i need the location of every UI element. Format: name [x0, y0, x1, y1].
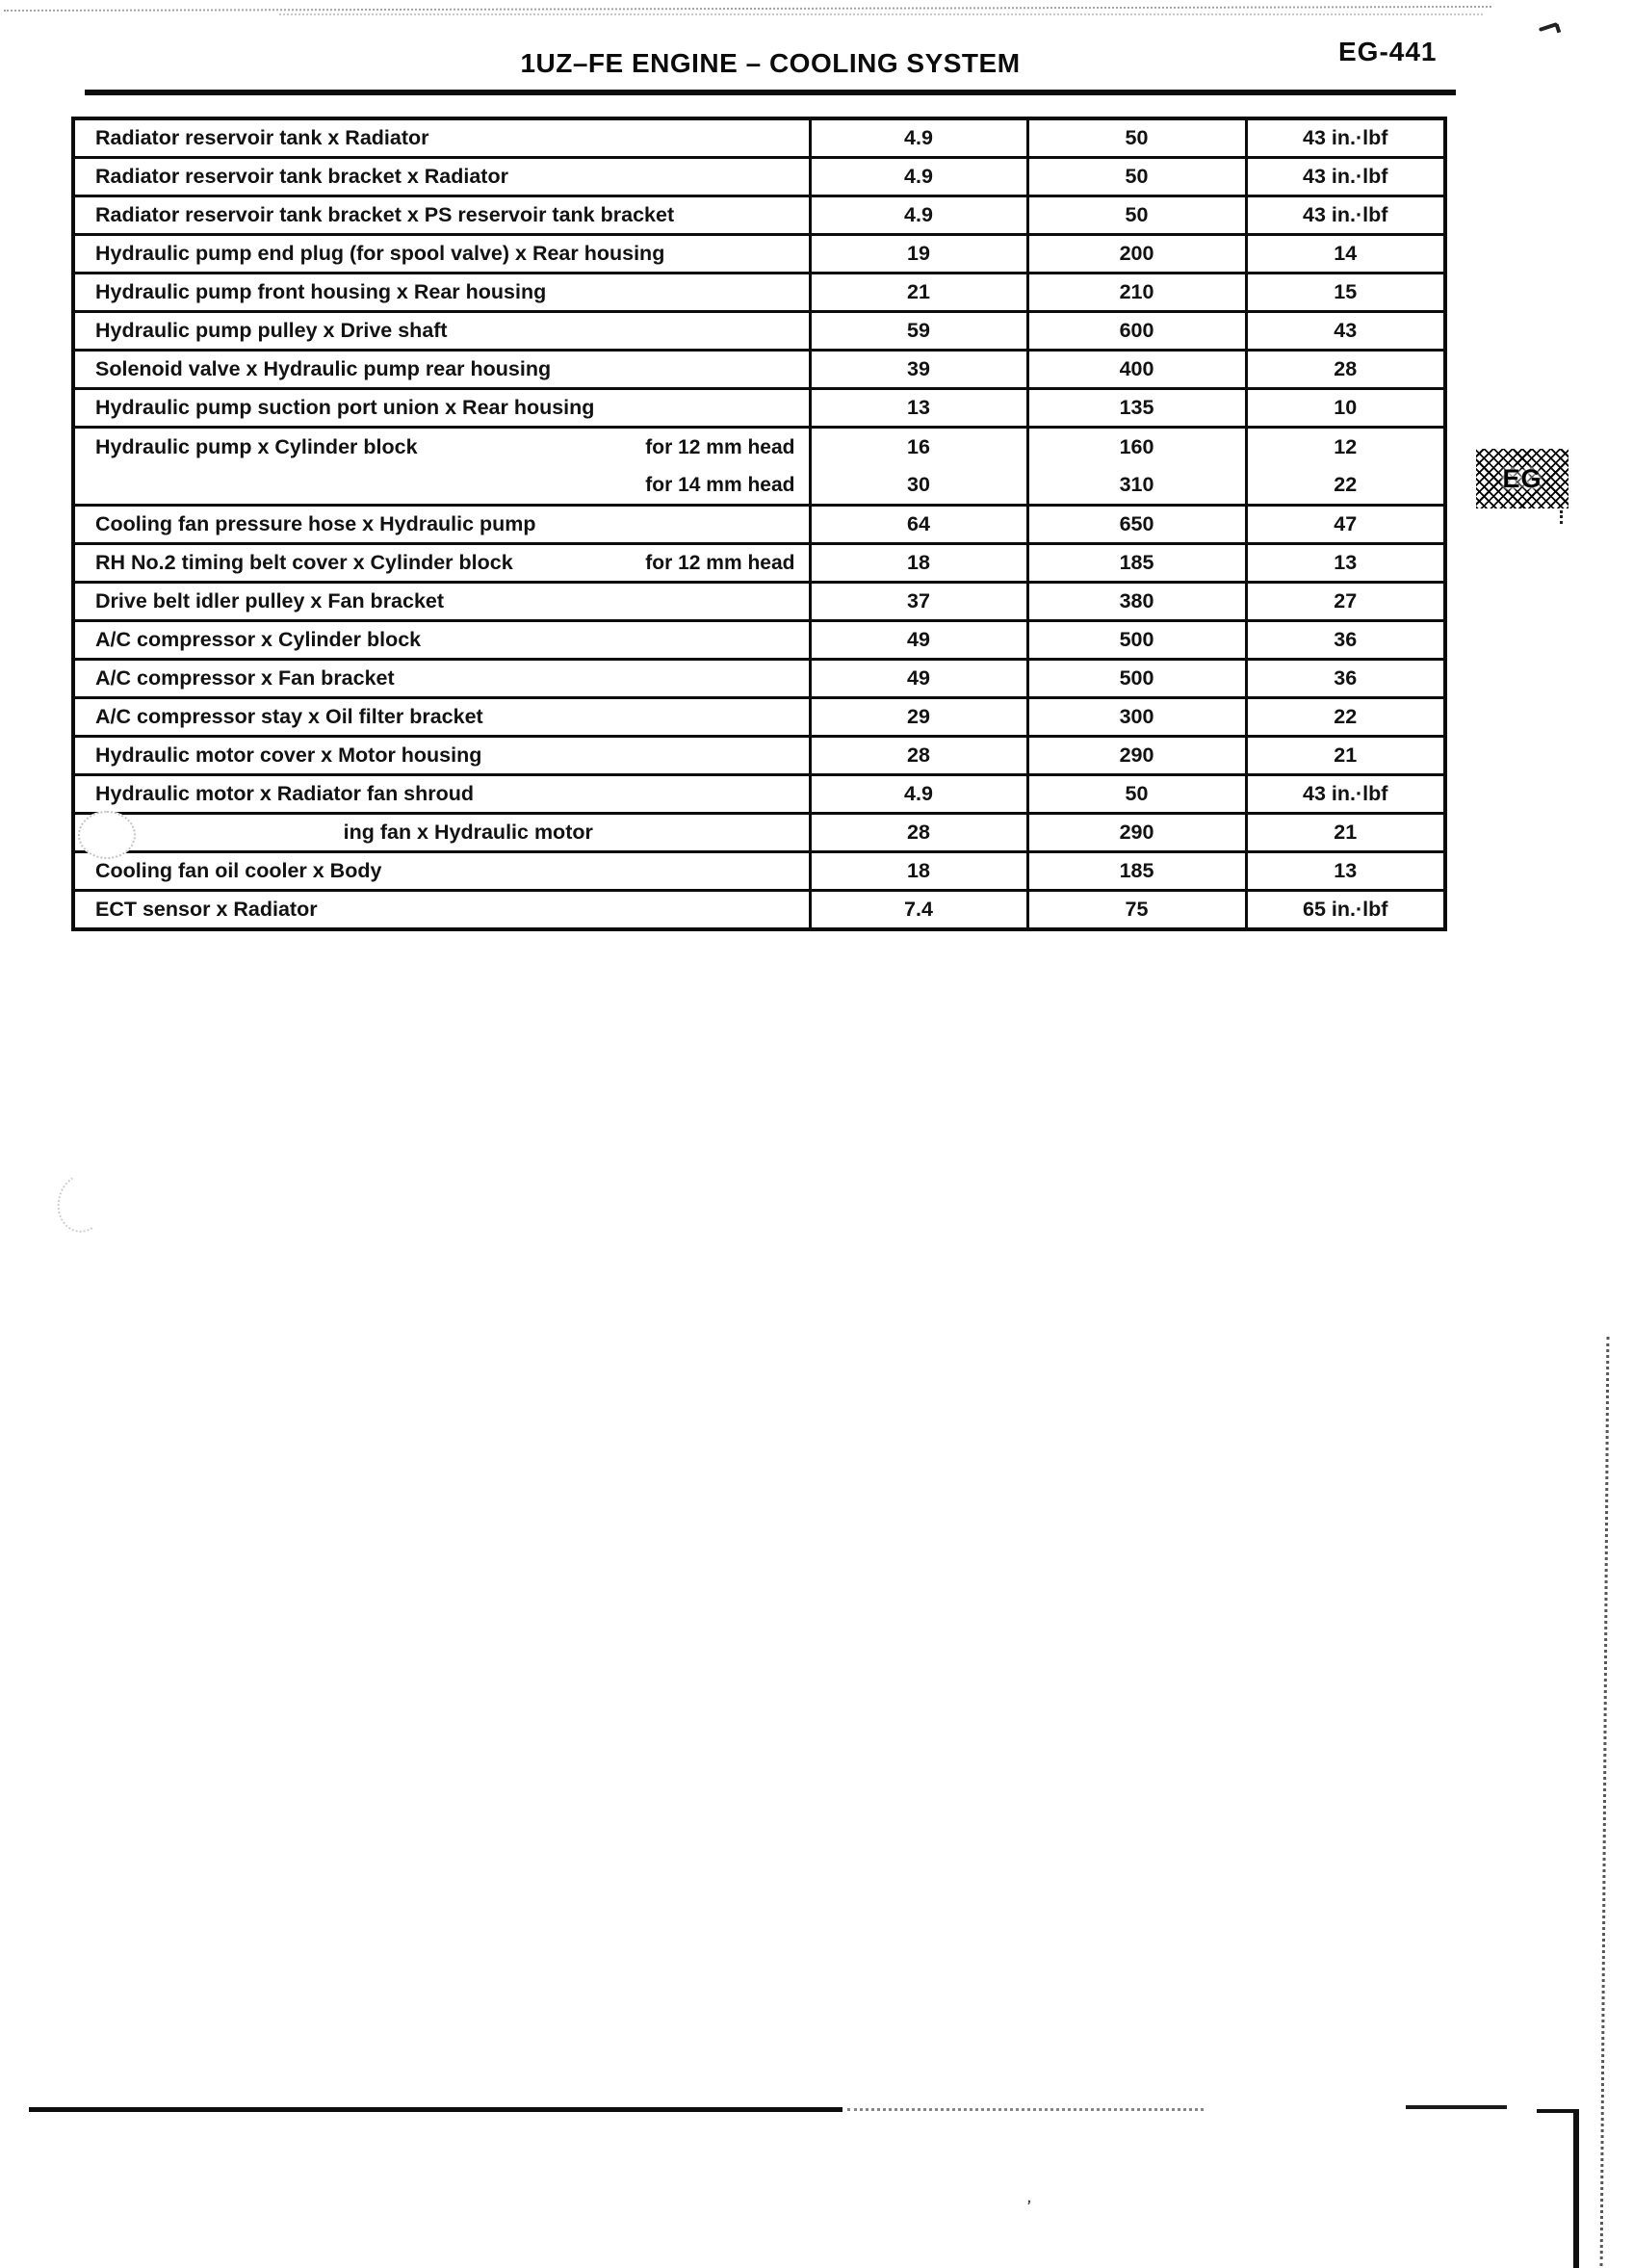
torque-value: 500: [1119, 628, 1154, 651]
kgfcm-cell: [1027, 544, 1246, 583]
torque-value: 64: [907, 512, 930, 535]
torque-value: 160: [1119, 435, 1154, 458]
kgfcm-cell: [1027, 196, 1246, 235]
ftlbf-cell: [1246, 891, 1445, 930]
kgfcm-cell: [1027, 274, 1246, 312]
part-line: [95, 859, 801, 883]
nm-cell: [810, 891, 1027, 930]
part-label: Solenoid valve x Hydraulic pump rear housing: [95, 357, 552, 380]
torque-value: 27: [1334, 589, 1358, 613]
torque-value: 59: [907, 319, 930, 342]
part-label: Radiator reservoir tank bracket x PS reservoir tank bracket: [95, 203, 675, 226]
nm-cell: [810, 852, 1027, 891]
kgfcm-cell: [1027, 814, 1246, 852]
part-line: [95, 817, 801, 849]
scan-noise-right-edge: [1600, 1337, 1610, 2266]
table-row: [73, 891, 1445, 930]
part-line: [95, 357, 801, 381]
ftlbf-cell: [1246, 235, 1445, 274]
kgfcm-cell: [1027, 312, 1246, 351]
ftlbf-cell: [1246, 312, 1445, 351]
scan-stray-mark: ’: [1024, 2197, 1032, 2215]
section-tab-eg: [1476, 449, 1568, 508]
head-size-note: for 12 mm head: [645, 551, 795, 574]
kgfcm-cell: [1027, 891, 1246, 930]
torque-value: 43 in.·lbf: [1303, 126, 1388, 149]
header-divider: [85, 90, 1456, 95]
nm-cell: [810, 274, 1027, 312]
torque-value: 135: [1119, 396, 1154, 419]
scan-mark-tab-drip: [1560, 510, 1567, 524]
torque-value: 4.9: [904, 165, 933, 188]
part-label: Hydraulic pump end plug (for spool valve) x Rear housing: [95, 242, 665, 265]
kgfcm-cell: [1027, 235, 1246, 274]
ftlbf-cell: [1246, 660, 1445, 698]
nm-cell: [810, 158, 1027, 196]
table-row: [73, 852, 1445, 891]
part-label: ing fan x Hydraulic motor: [343, 821, 593, 844]
part-line: [95, 203, 801, 227]
torque-value: 28: [907, 743, 930, 767]
part-label: ECT sensor x Radiator: [95, 898, 318, 921]
nm-cell: [810, 621, 1027, 660]
table-row: [73, 274, 1445, 312]
torque-value: 10: [1334, 396, 1358, 419]
torque-value: 36: [1334, 666, 1358, 690]
torque-value: 18: [907, 551, 930, 574]
kgfcm-cell: [1027, 351, 1246, 389]
ftlbf-cell: [1246, 544, 1445, 583]
part-cell: [73, 583, 810, 621]
nm-cell: [810, 775, 1027, 814]
torque-value: 13: [1334, 859, 1358, 882]
part-cell: [73, 621, 810, 660]
scan-noise-top-edge-2: [279, 13, 1483, 15]
part-cell: [73, 158, 810, 196]
nm-cell: [810, 235, 1027, 274]
ftlbf-cell: [1246, 814, 1445, 852]
kgfcm-cell: [1027, 158, 1246, 196]
kgfcm-cell: [1027, 621, 1246, 660]
torque-value: 185: [1119, 551, 1154, 574]
torque-spec-table: [71, 117, 1447, 931]
table-row: [73, 428, 1445, 506]
part-cell: [73, 428, 810, 506]
torque-value: 22: [1334, 705, 1358, 728]
table-row: [73, 351, 1445, 389]
table-row: [73, 660, 1445, 698]
ftlbf-cell: [1246, 737, 1445, 775]
torque-value: 29: [907, 705, 930, 728]
scan-bracket-bottom-right-h: [1537, 2109, 1579, 2113]
torque-value: 400: [1119, 357, 1154, 380]
part-cell: [73, 544, 810, 583]
part-cell: [73, 891, 810, 930]
part-line: [95, 551, 801, 575]
torque-value: 21: [1334, 821, 1358, 844]
part-line: [95, 512, 801, 536]
ftlbf-cell: [1246, 158, 1445, 196]
part-line: [95, 466, 801, 504]
part-label: Hydraulic motor cover x Motor housing: [95, 743, 482, 767]
ftlbf-cell: [1246, 775, 1445, 814]
ftlbf-cell: [1246, 428, 1445, 506]
nm-cell: [810, 737, 1027, 775]
torque-value: 28: [907, 821, 930, 844]
torque-value: 290: [1119, 743, 1154, 767]
part-line: [95, 782, 801, 806]
torque-value: 14: [1334, 242, 1358, 265]
ftlbf-cell: [1246, 852, 1445, 891]
ftlbf-cell: [1246, 583, 1445, 621]
footer-divider: [29, 2107, 842, 2112]
part-cell: [73, 814, 810, 852]
torque-table-body: [73, 118, 1445, 929]
torque-value: 30: [907, 473, 930, 496]
nm-cell: [810, 814, 1027, 852]
nm-cell: [810, 312, 1027, 351]
nm-cell: [810, 118, 1027, 158]
part-label: Cooling fan oil cooler x Body: [95, 859, 382, 882]
kgfcm-cell: [1027, 660, 1246, 698]
head-size-note: for 14 mm head: [645, 473, 795, 496]
torque-value: 290: [1119, 821, 1154, 844]
ftlbf-cell: [1246, 389, 1445, 428]
ftlbf-cell: [1246, 506, 1445, 544]
torque-value: 37: [907, 589, 930, 613]
nm-cell: [810, 506, 1027, 544]
torque-value: 15: [1334, 280, 1358, 303]
head-size-note: for 12 mm head: [645, 435, 795, 458]
nm-cell: [810, 389, 1027, 428]
nm-cell: [810, 583, 1027, 621]
page-code: EG-441: [1338, 37, 1438, 66]
table-row: [73, 544, 1445, 583]
scan-smudge-icon: [78, 811, 136, 859]
table-row: [73, 583, 1445, 621]
part-line: [95, 429, 801, 466]
ftlbf-cell: [1246, 621, 1445, 660]
footer-divider-right: [1406, 2105, 1507, 2109]
table-row: [73, 312, 1445, 351]
table-row: [73, 235, 1445, 274]
torque-value: 4.9: [904, 782, 933, 805]
torque-value: 28: [1334, 357, 1358, 380]
torque-value: 49: [907, 628, 930, 651]
part-label: A/C compressor stay x Oil filter bracket: [95, 705, 483, 728]
torque-value: 380: [1119, 589, 1154, 613]
scan-smudge-left-margin: [51, 1167, 115, 1238]
part-cell: [73, 312, 810, 351]
nm-cell: [810, 351, 1027, 389]
torque-value: 7.4: [904, 898, 933, 921]
nm-cell: [810, 660, 1027, 698]
torque-value: 43 in.·lbf: [1303, 782, 1388, 805]
kgfcm-cell: [1027, 428, 1246, 506]
kgfcm-cell: [1027, 118, 1246, 158]
kgfcm-cell: [1027, 852, 1246, 891]
table-row: [73, 118, 1445, 158]
part-cell: [73, 274, 810, 312]
torque-value: 39: [907, 357, 930, 380]
part-cell: [73, 351, 810, 389]
table-row: [73, 196, 1445, 235]
table-row: [73, 775, 1445, 814]
kgfcm-cell: [1027, 737, 1246, 775]
part-label: Radiator reservoir tank bracket x Radiator: [95, 165, 508, 188]
part-label: A/C compressor x Cylinder block: [95, 628, 422, 651]
ftlbf-cell: [1246, 351, 1445, 389]
part-line: [95, 242, 801, 266]
table-row: [73, 698, 1445, 737]
part-line: [95, 126, 801, 150]
part-line: [95, 898, 801, 922]
kgfcm-cell: [1027, 506, 1246, 544]
part-line: [95, 589, 801, 613]
ftlbf-cell: [1246, 118, 1445, 158]
part-label: A/C compressor x Fan bracket: [95, 666, 395, 690]
nm-cell: [810, 544, 1027, 583]
part-cell: [73, 852, 810, 891]
torque-value: 310: [1119, 473, 1154, 496]
part-cell: [73, 389, 810, 428]
kgfcm-cell: [1027, 389, 1246, 428]
table-row: [73, 814, 1445, 852]
part-label: Hydraulic motor x Radiator fan shroud: [95, 782, 475, 805]
table-row: [73, 737, 1445, 775]
part-line: [95, 280, 801, 304]
part-line: [95, 743, 801, 768]
torque-value: 19: [907, 242, 930, 265]
part-line: [95, 396, 801, 420]
kgfcm-cell: [1027, 583, 1246, 621]
torque-value: 50: [1125, 165, 1149, 188]
part-label: Hydraulic pump front housing x Rear housing: [95, 280, 547, 303]
torque-value: 49: [907, 666, 930, 690]
part-cell: [73, 196, 810, 235]
torque-value: 43 in.·lbf: [1303, 165, 1388, 188]
torque-value: 185: [1119, 859, 1154, 882]
part-cell: [73, 775, 810, 814]
part-label: Hydraulic pump pulley x Drive shaft: [95, 319, 448, 342]
torque-value: 21: [1334, 743, 1358, 767]
torque-value: 43 in.·lbf: [1303, 203, 1388, 226]
part-cell: [73, 737, 810, 775]
nm-cell: [810, 698, 1027, 737]
torque-value: 75: [1125, 898, 1149, 921]
torque-value: 16: [907, 435, 930, 458]
part-cell: [73, 506, 810, 544]
ftlbf-cell: [1246, 698, 1445, 737]
nm-cell: [810, 196, 1027, 235]
torque-value: 650: [1119, 512, 1154, 535]
torque-value: 65 in.·lbf: [1303, 898, 1388, 921]
part-cell: [73, 660, 810, 698]
torque-value: 47: [1334, 512, 1358, 535]
torque-value: 600: [1119, 319, 1154, 342]
part-label: Radiator reservoir tank x Radiator: [95, 126, 429, 149]
torque-value: 500: [1119, 666, 1154, 690]
page-title: 1UZ–FE ENGINE – COOLING SYSTEM: [520, 48, 1021, 78]
torque-value: 13: [907, 396, 930, 419]
part-line: [95, 705, 801, 729]
part-line: [95, 165, 801, 189]
torque-value: 18: [907, 859, 930, 882]
torque-value: 12: [1334, 435, 1358, 458]
scan-noise-top-edge: [4, 6, 1491, 12]
scan-mark-top-right: [1539, 22, 1558, 32]
torque-value: 36: [1334, 628, 1358, 651]
nm-cell: [810, 428, 1027, 506]
torque-value: 50: [1125, 126, 1149, 149]
part-label: Hydraulic pump x Cylinder block: [95, 435, 418, 458]
torque-value: 200: [1119, 242, 1154, 265]
part-cell: [73, 118, 810, 158]
part-line: [95, 319, 801, 343]
part-label: Hydraulic pump suction port union x Rear housing: [95, 396, 595, 419]
part-cell: [73, 235, 810, 274]
torque-value: 22: [1334, 473, 1358, 496]
section-tab-label: EG: [1502, 463, 1542, 493]
torque-value: 43: [1334, 319, 1358, 342]
torque-value: 50: [1125, 203, 1149, 226]
part-label: Drive belt idler pulley x Fan bracket: [95, 589, 445, 613]
torque-value: 300: [1119, 705, 1154, 728]
ftlbf-cell: [1246, 274, 1445, 312]
ftlbf-cell: [1246, 196, 1445, 235]
table-row: [73, 158, 1445, 196]
part-label: RH No.2 timing belt cover x Cylinder block: [95, 551, 513, 574]
torque-value: 4.9: [904, 203, 933, 226]
part-label: Cooling fan pressure hose x Hydraulic pump: [95, 512, 536, 535]
torque-value: 4.9: [904, 126, 933, 149]
torque-value: 21: [907, 280, 930, 303]
part-cell: [73, 698, 810, 737]
footer-divider-dots: [847, 2108, 1204, 2111]
table-row: [73, 389, 1445, 428]
torque-value: 13: [1334, 551, 1358, 574]
torque-value: 50: [1125, 782, 1149, 805]
scan-bracket-bottom-right-v: [1573, 2111, 1579, 2268]
part-line: [95, 628, 801, 652]
table-row: [73, 506, 1445, 544]
part-line: [95, 666, 801, 691]
torque-value: 210: [1119, 280, 1154, 303]
table-row: [73, 621, 1445, 660]
kgfcm-cell: [1027, 698, 1246, 737]
kgfcm-cell: [1027, 775, 1246, 814]
